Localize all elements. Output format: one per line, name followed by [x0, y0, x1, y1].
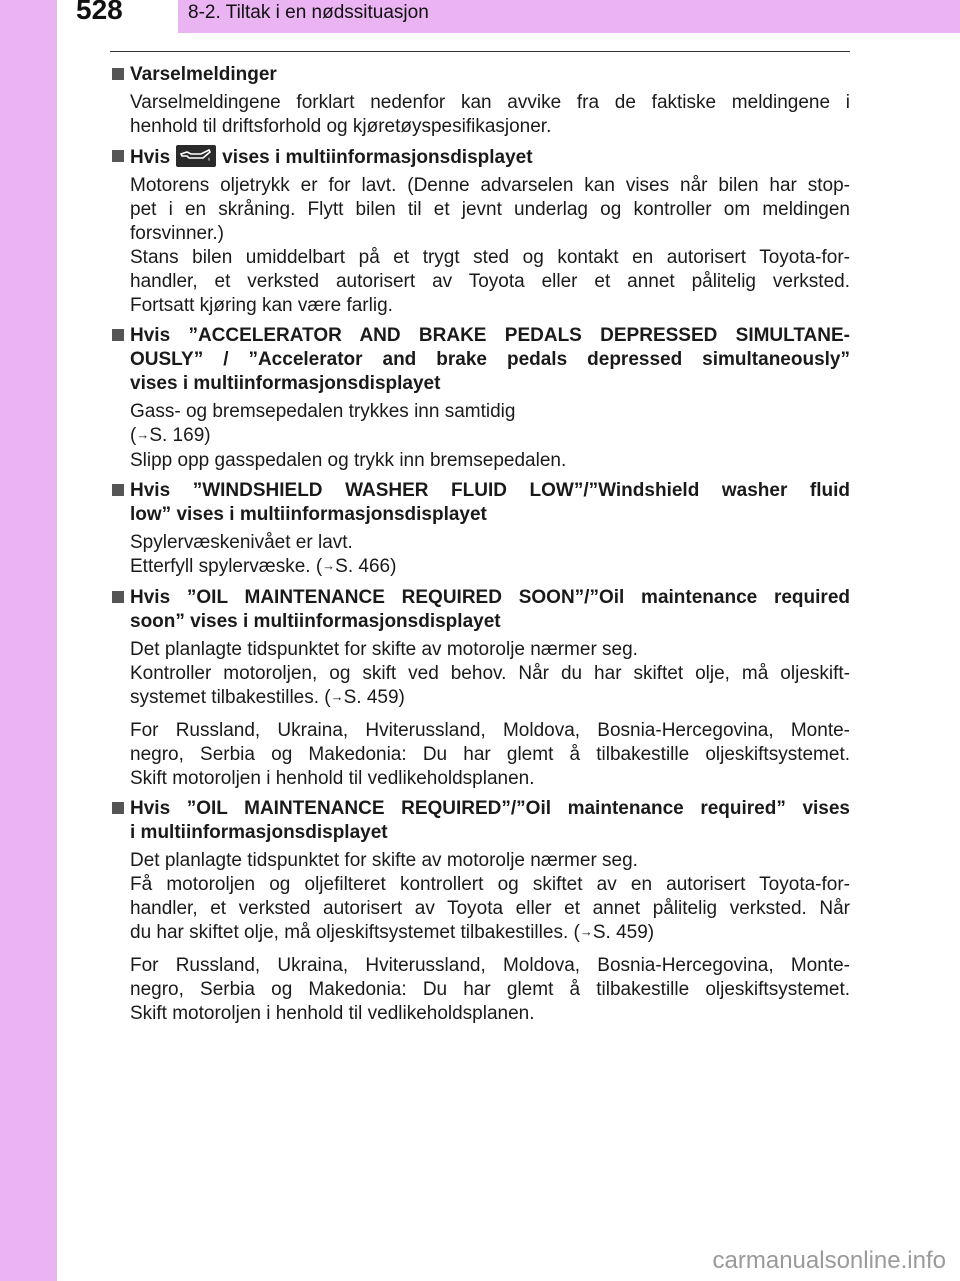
paragraph [130, 954, 850, 1026]
text-line: systemet tilbakestilles. (→S. 459) [130, 687, 405, 708]
square-bullet-icon [112, 802, 124, 814]
text-line: Varselmeldingene forklart nedenfor kan avvike fra de faktiske meldingene i [130, 92, 850, 113]
text-line: Skift motoroljen i henhold til vedlikeholdsplanen. [130, 1003, 535, 1024]
text-line: handler, et verksted autorisert av Toyota eller et annet pålitelig verksted. [130, 271, 850, 292]
top-divider [110, 51, 850, 52]
paragraph [130, 531, 850, 580]
section-title: 8-2. Tiltak i en nødssituasjon [188, 2, 429, 23]
section-body [112, 91, 850, 139]
text-line: Stans bilen umiddelbart på et trygt sted og kontakt en autorisert Toyota-for- [130, 247, 850, 268]
text-line: handler, et verksted autorisert av Toyota eller et annet pålitelig verksted. Når [130, 898, 850, 919]
paragraph [130, 91, 850, 139]
page-number: 528 [76, 0, 123, 25]
chapter-tab-band [0, 0, 57, 1281]
paragraph [130, 849, 850, 946]
heading-line: Hvis ”OIL MAINTENANCE REQUIRED SOON”/”Oil maintenance required [130, 587, 850, 608]
text-line: Skift motoroljen i henhold til vedlikeholdsplanen. [130, 768, 535, 789]
message-section [112, 145, 850, 318]
text-line: negro, Serbia og Makedonia: Du har glemt å tilbakestille oljeskiftsystemet. [130, 744, 850, 765]
text-line: henhold til driftsforhold og kjøretøyspesifikasjoner. [130, 116, 552, 137]
text-line: forsvinner.) [130, 223, 224, 244]
square-bullet-icon [112, 329, 124, 341]
text-line: Det planlagte tidspunktet for skifte av motorolje nærmer seg. [130, 639, 638, 660]
manual-content [112, 63, 850, 1032]
paragraph [130, 719, 850, 791]
message-section [112, 324, 850, 473]
section-body [112, 638, 850, 791]
heading-line: i multiinformasjonsdisplayet [130, 822, 388, 843]
heading-line: low” vises i multiinformasjonsdisplayet [130, 504, 487, 525]
message-section [112, 586, 850, 791]
text-line: Slipp opp gasspedalen og trykk inn bremsepedalen. [130, 450, 567, 471]
text-line: negro, Serbia og Makedonia: Du har glemt å tilbakestille oljeskiftsystemet. [130, 979, 850, 1000]
text-line: For Russland, Ukraina, Hviterussland, Moldova, Bosnia-Hercegovina, Monte- [130, 955, 850, 976]
text-line: For Russland, Ukraina, Hviterussland, Moldova, Bosnia-Hercegovina, Monte- [130, 720, 850, 741]
text-line: du har skiftet olje, må oljeskiftsystemet tilbakestilles. (→S. 459) [130, 922, 655, 943]
section-heading [112, 586, 850, 634]
section-body [112, 174, 850, 318]
page-ref-arrow-icon: → [322, 558, 336, 573]
square-bullet-icon [112, 68, 124, 80]
text-line: Gass- og bremsepedalen trykkes inn samtidig [130, 401, 516, 422]
heading-line: OUSLY” / ”Accelerator and brake pedals depressed simultaneously” [130, 349, 850, 370]
text-line: pet i en skråning. Flytt bilen til et jevnt underlag og kontroller om meldingen [130, 199, 850, 220]
heading-line: vises i multiinformasjonsdisplayet [130, 373, 441, 394]
square-bullet-icon [112, 150, 124, 162]
heading-line: Hvis vises i multiinformasjonsdisplayet [130, 147, 533, 168]
section-heading [112, 797, 850, 845]
section-body [112, 849, 850, 1026]
text-line: Det planlagte tidspunktet for skifte av motorolje nærmer seg. [130, 850, 638, 871]
text-line: Etterfyll spylervæske. (→S. 466) [130, 556, 397, 577]
watermark: carmanualsonline.info [712, 1247, 946, 1274]
text-line: (→S. 169) [130, 425, 211, 446]
heading-line: Hvis ”ACCELERATOR AND BRAKE PEDALS DEPRESSED SIMULTANE- [130, 325, 850, 346]
square-bullet-icon [112, 484, 124, 496]
paragraph [130, 638, 850, 711]
text-line: Kontroller motoroljen, og skift ved behov. Når du har skiftet olje, må oljeskift- [130, 663, 850, 684]
section-body [112, 531, 850, 580]
section-heading [112, 324, 850, 396]
text-line: Spylervæskenivået er lavt. [130, 532, 353, 553]
square-bullet-icon [112, 591, 124, 603]
section-heading [112, 479, 850, 527]
paragraph [130, 400, 850, 473]
text-line: Fortsatt kjøring kan være farlig. [130, 295, 393, 316]
oil-pressure-icon [176, 145, 216, 167]
message-section [112, 63, 850, 139]
heading-line: Hvis ”WINDSHIELD WASHER FLUID LOW”/”Windshield washer fluid [130, 480, 850, 501]
paragraph [130, 174, 850, 318]
message-section [112, 797, 850, 1026]
section-body [112, 400, 850, 473]
heading-line: soon” vises i multiinformasjonsdisplayet [130, 611, 501, 632]
heading-line: Hvis ”OIL MAINTENANCE REQUIRED”/”Oil maintenance required” vises [130, 798, 850, 819]
section-heading [112, 63, 850, 87]
page-ref-arrow-icon: → [579, 924, 593, 939]
text-line: Få motoroljen og oljefilteret kontrollert og skiftet av en autorisert Toyota-for- [130, 874, 850, 895]
page-ref-arrow-icon: → [136, 427, 150, 442]
message-section [112, 479, 850, 580]
page-ref-arrow-icon: → [330, 689, 344, 704]
heading-line: Varselmeldinger [130, 64, 277, 85]
section-heading [112, 145, 850, 170]
text-line: Motorens oljetrykk er for lavt. (Denne advarselen kan vises når bilen har stop- [130, 175, 850, 196]
